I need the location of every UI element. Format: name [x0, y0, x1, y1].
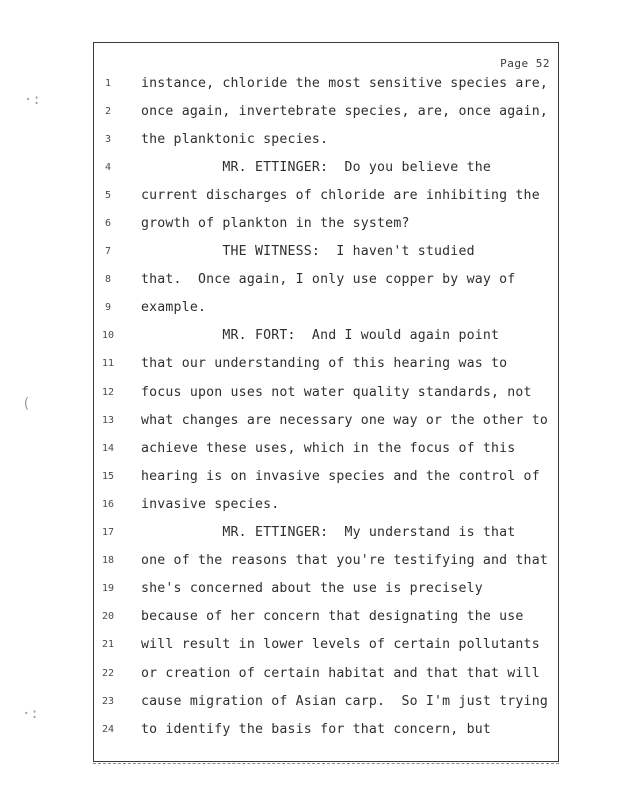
transcript-lines: [94, 69, 558, 743]
line-number: 12: [101, 386, 115, 398]
line-number: 14: [101, 442, 115, 454]
line-text: hearing is on invasive species and the control of: [141, 468, 540, 484]
transcript-line: [94, 490, 558, 518]
transcript-line: [94, 238, 558, 266]
transcript-line: [94, 631, 558, 659]
transcript-line: [94, 462, 558, 490]
line-text: once again, invertebrate species, are, once again,: [141, 103, 548, 119]
transcript-line: [94, 434, 558, 462]
line-text: cause migration of Asian carp. So I'm just trying: [141, 693, 548, 709]
transcript-line: [94, 378, 558, 406]
line-number: 18: [101, 555, 115, 567]
line-number: 3: [104, 133, 112, 145]
transcript-line: [94, 575, 558, 603]
line-number: 5: [104, 189, 112, 201]
line-text: MR. ETTINGER: Do you believe the: [141, 159, 492, 175]
line-text: focus upon uses not water quality standards, not: [141, 384, 532, 400]
line-text: because of her concern that designating the use: [141, 609, 524, 625]
line-number: 20: [101, 611, 115, 623]
transcript-line: [94, 294, 558, 322]
bottom-rule: [93, 763, 559, 765]
line-number: 1: [104, 77, 112, 89]
line-text: achieve these uses, which in the focus of this: [141, 440, 516, 456]
transcript-line: [94, 603, 558, 631]
line-number: 15: [101, 470, 115, 482]
line-number: 10: [101, 330, 115, 342]
line-number: 23: [101, 695, 115, 707]
line-number: 24: [101, 723, 115, 735]
margin-mark-middle: (: [22, 396, 31, 412]
line-number: 8: [104, 274, 112, 286]
line-text: that our understanding of this hearing was to: [141, 356, 508, 372]
line-text: will result in lower levels of certain pollutants: [141, 637, 540, 653]
line-text: MR. FORT: And I would again point: [141, 328, 500, 344]
transcript-line: [94, 350, 558, 378]
line-number: 2: [104, 105, 112, 117]
line-text: one of the reasons that you're testifying and that: [141, 553, 548, 569]
transcript-line: [94, 715, 558, 743]
line-number: 22: [101, 667, 115, 679]
line-text: that. Once again, I only use copper by way of: [141, 272, 516, 288]
line-text: the planktonic species.: [141, 131, 329, 147]
transcript-line: [94, 406, 558, 434]
line-number: 7: [104, 246, 112, 258]
line-text: what changes are necessary one way or the other to: [141, 412, 548, 428]
transcript-line: [94, 687, 558, 715]
line-text: current discharges of chloride are inhibiting the: [141, 187, 540, 203]
transcript-line: [94, 153, 558, 181]
line-number: 6: [104, 218, 112, 230]
transcript-line: [94, 266, 558, 294]
line-text: example.: [141, 300, 207, 316]
margin-mark-top: ·:: [24, 92, 41, 108]
transcript-line: [94, 547, 558, 575]
line-number: 4: [104, 161, 112, 173]
line-text: MR. ETTINGER: My understand is that: [141, 525, 516, 541]
line-text: THE WITNESS: I haven't studied: [141, 244, 475, 260]
line-text: or creation of certain habitat and that that will: [141, 665, 540, 681]
transcript-line: [94, 125, 558, 153]
line-number: 21: [101, 639, 115, 651]
transcript-page: [93, 42, 559, 762]
transcript-line: [94, 97, 558, 125]
page-number: Page 52: [500, 57, 550, 70]
line-number: 17: [101, 527, 115, 539]
line-number: 13: [101, 414, 115, 426]
transcript-line: [94, 519, 558, 547]
line-text: invasive species.: [141, 496, 280, 512]
transcript-line: [94, 659, 558, 687]
line-number: 9: [104, 302, 112, 314]
line-number: 19: [101, 583, 115, 595]
transcript-line: [94, 181, 558, 209]
transcript-line: [94, 209, 558, 237]
transcript-line: [94, 69, 558, 97]
line-text: she's concerned about the use is precisely: [141, 581, 483, 597]
line-number: 11: [101, 358, 115, 370]
transcript-line: [94, 322, 558, 350]
line-number: 16: [101, 498, 115, 510]
line-text: to identify the basis for that concern, but: [141, 721, 492, 737]
line-text: instance, chloride the most sensitive species are,: [141, 75, 548, 91]
line-text: growth of plankton in the system?: [141, 216, 410, 232]
margin-mark-bottom: ·:: [22, 706, 39, 722]
